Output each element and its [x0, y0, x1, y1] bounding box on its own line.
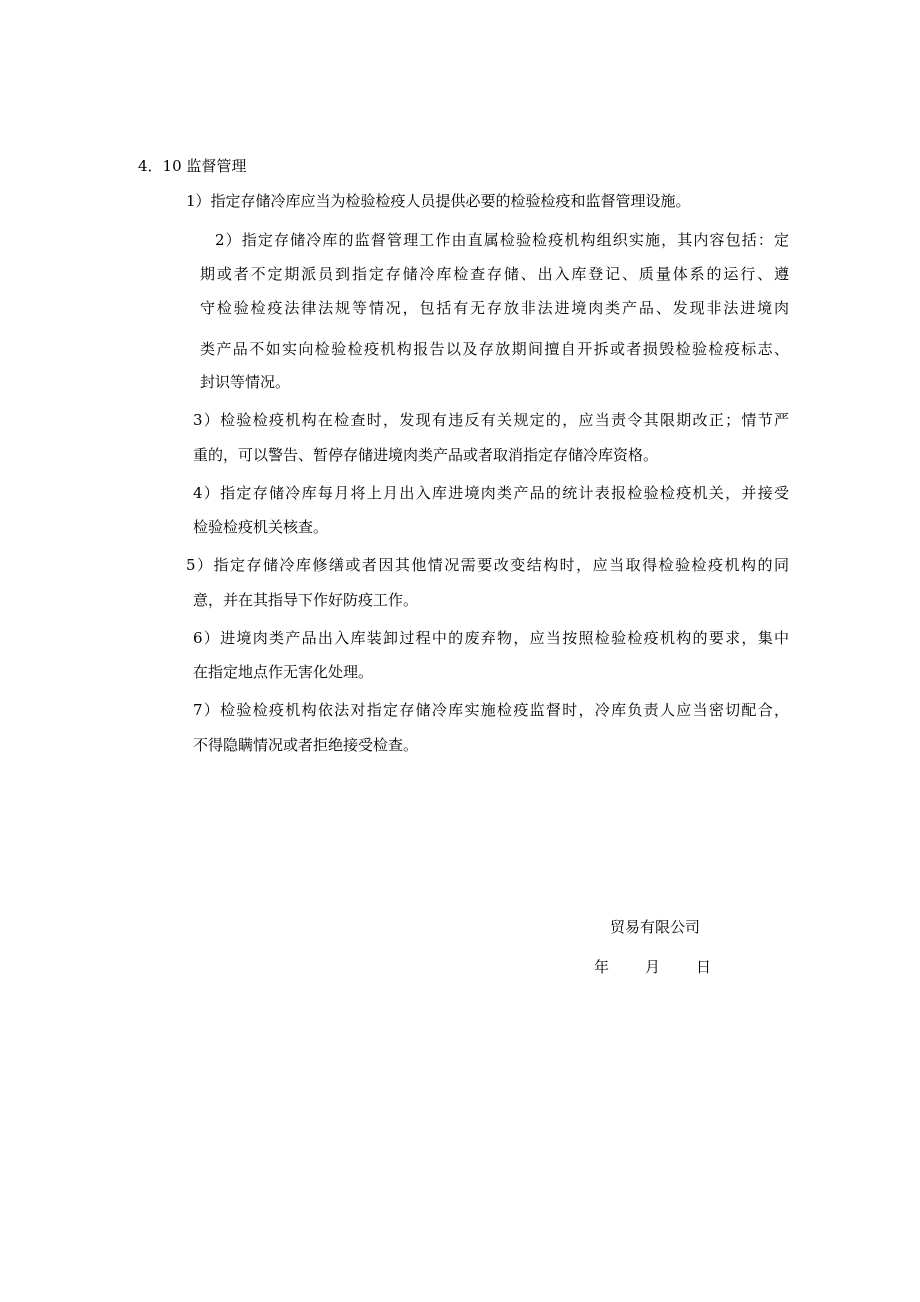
item-1-text: 1）指定存储冷库应当为检验检疫人员提供必要的检验检疫和监督管理设施。	[186, 192, 691, 210]
date-month: 月	[645, 958, 661, 976]
item-4-line-1: 4）指定存储冷库每月将上月出入库进境肉类产品的统计表报检验检疫机关，并接受	[193, 484, 789, 502]
item-7-line-2: 不得隐瞒情况或者拒绝接受检查。	[193, 736, 419, 754]
date-year: 年	[594, 958, 610, 976]
signature-date	[594, 957, 711, 977]
item-3-line-2: 重的，可以警告、暂停存储进境肉类产品或者取消指定存储冷库资格。	[193, 446, 659, 464]
item-2-line-2: 期或者不定期派员到指定存储冷库检查存储、出入库登记、质量体系的运行、遵	[200, 265, 789, 283]
section-heading: 4．10 监督管理	[138, 157, 247, 175]
item-3-line-1: 3）检验检疫机构在检查时，发现有违反有关规定的，应当责令其限期改正；情节严	[193, 411, 789, 429]
item-5-line-1: 5）指定存储冷库修缮或者因其他情况需要改变结构时，应当取得检验检疫机构的同	[186, 556, 789, 574]
item-7-line-1: 7）检验检疫机构依法对指定存储冷库实施检疫监督时，冷库负责人应当密切配合，	[193, 701, 789, 719]
item-6-line-2: 在指定地点作无害化处理。	[193, 663, 374, 681]
item-6-line-1: 6）进境肉类产品出入库装卸过程中的废弃物，应当按照检验检疫机构的要求，集中	[193, 629, 789, 647]
date-day: 日	[696, 958, 712, 976]
item-5-line-2: 意，并在其指导下作好防疫工作。	[193, 591, 419, 609]
company-name: 贸易有限公司	[610, 918, 701, 936]
item-4-line-2: 检验检疫机关核查。	[193, 518, 329, 536]
item-2-line-5: 封识等情况。	[200, 373, 291, 391]
item-2-line-3: 守检验检疫法律法规等情况，包括有无存放非法进境肉类产品、发现非法进境肉	[200, 299, 789, 317]
item-2-line-1: 2）指定存储冷库的监督管理工作由直属检验检疫机构组织实施，其内容包括：定	[215, 231, 789, 249]
item-2-line-4: 类产品不如实向检验检疫机构报告以及存放期间擅自开拆或者损毁检验检疫标志、	[200, 340, 789, 358]
